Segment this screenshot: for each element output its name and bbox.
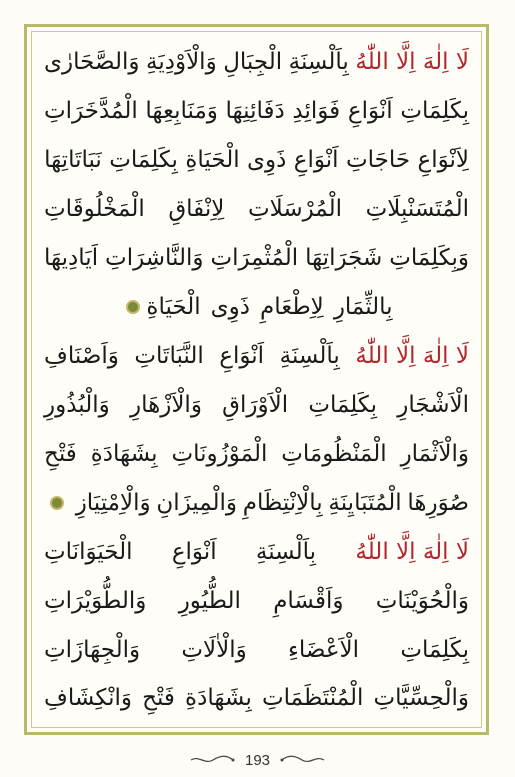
word: وَالْمِيزَانِ (156, 489, 238, 516)
text-line (44, 527, 469, 576)
word: ذَوِى (210, 294, 251, 321)
page-number: 193 (244, 751, 271, 769)
word: اَنْوَاعِ (219, 342, 265, 369)
text-block (31, 31, 482, 728)
tahlil-phrase: لَا اِلٰهَ اِلَّا اللّٰهُ (355, 342, 469, 369)
word: الْاَوْرَاقِ (222, 391, 289, 418)
text-line (44, 674, 469, 723)
word: صُوَرِهَا (407, 489, 469, 516)
word: الْحَيَاةِ (146, 294, 201, 321)
text-line (44, 625, 469, 674)
page-footer (0, 748, 515, 772)
word: الْمَوْزُونَاتِ (171, 440, 268, 467)
text-line (44, 380, 469, 429)
word: وَالطُّوَيْرَاتِ (44, 587, 147, 614)
word: بِاَلْسِنَةِ (255, 538, 317, 565)
word: فَتْحِ (44, 440, 77, 467)
word: بِشَهَادَةِ (90, 440, 158, 467)
word: الْمَنْظُومَاتِ (281, 440, 387, 467)
word: وَاَقْسَامِ (273, 587, 344, 614)
word: وَالْبُذُورِ (44, 391, 110, 418)
word: اَنْوَاعِ (293, 147, 339, 174)
word: دَفَائِنِهَا (225, 98, 285, 125)
text-line (44, 478, 469, 527)
text-line (44, 87, 469, 136)
word: الْمُرْسَلَاتِ (247, 196, 342, 223)
word: لِاِنْفَاقِ (168, 196, 225, 223)
word: وَالْاٰلَاتِ (181, 636, 247, 663)
word: وَالنَّاشِرَاتِ (105, 245, 204, 272)
word: ذَوِى (247, 147, 287, 174)
word: وَالْحِسِّيَّاتِ (373, 685, 469, 712)
word: الْمُتَبَايِنَةِ (328, 489, 402, 516)
page-frame (24, 24, 489, 735)
text-line (44, 576, 469, 625)
word: فَتْحِ (142, 685, 175, 712)
word: لِاَنْوَاعِ (417, 147, 469, 174)
right-ornament-icon (280, 755, 326, 765)
text-line (44, 429, 469, 478)
word: اَنْوَاعِ (171, 538, 217, 565)
word: وَانْكِشَافِ (44, 685, 132, 712)
text-line (44, 332, 469, 381)
word: الْحَيَوَانَاتِ (44, 538, 133, 565)
tahlil-phrase: لَا اِلٰهَ اِلَّا اللّٰهُ (355, 49, 469, 76)
word: حَاجَاتِ (345, 147, 411, 174)
verse-end-rosette-icon (126, 300, 140, 314)
word: وَالصَّحَارٰى (44, 49, 140, 76)
word: بِكَلِمَاتِ (109, 147, 178, 174)
word: وَمَنَابِعِهَا (145, 98, 218, 125)
word: بِاَلْسِنَةِ (288, 49, 349, 76)
word: وَالْاِمْتِيَازِ (75, 489, 151, 516)
word: وَالْاَوْدِيَةِ (145, 49, 217, 76)
word: بِكَلِمَاتِ (400, 98, 469, 125)
word: وَالْجِهَازَاتِ (44, 636, 141, 663)
text-line (44, 136, 469, 185)
word: وَالْاَزْهَارِ (129, 391, 202, 418)
word: الْاَشْجَارِ (397, 391, 469, 418)
word: الْمُثْمِرَاتِ (210, 245, 299, 272)
word: الْحَيَاةِ (185, 147, 240, 174)
word: الْمُتَسَنْبِلَاتِ (365, 196, 469, 223)
word: فَوَائِدِ (292, 98, 341, 125)
tahlil-phrase: لَا اِلٰهَ اِلَّا اللّٰهُ (355, 538, 469, 565)
word: بِكَلِمَاتِ (400, 636, 469, 663)
left-ornament-icon (189, 755, 235, 765)
word: نَبَاتَاتِهَا (44, 147, 102, 174)
word: النَّبَاتَاتِ (134, 342, 204, 369)
verse-end-rosette-icon (50, 496, 64, 510)
word: الْجِبَالِ (223, 49, 283, 76)
text-line (44, 185, 469, 234)
word: وَالْحُوَيْنَاتِ (375, 587, 469, 614)
word: وَاَصْنَافِ (44, 342, 119, 369)
word: شَجَرَاتِهَا (305, 245, 383, 272)
word: بِاَلْسِنَةِ (279, 342, 340, 369)
word: الْمُنْتَظَمَاتِ (261, 685, 364, 712)
word: الْمُدَّخَرَاتِ (44, 98, 138, 125)
text-line (44, 283, 469, 332)
word: الطُّيُورِ (178, 587, 241, 614)
word: الْمَخْلُوقَاتِ (44, 196, 145, 223)
word: بِالْاِنْتِظَامِ (242, 489, 323, 516)
word: لِاِطْعَامِ (260, 294, 324, 321)
word: بِشَهَادَةِ (185, 685, 252, 712)
word: وَالْاَثْمَارِ (400, 440, 469, 467)
text-line (44, 38, 469, 87)
word: وَبِكَلِمَاتِ (389, 245, 469, 272)
word: الْاَعْضَاءِ (288, 636, 360, 663)
word: اَنْوَاعِ (347, 98, 393, 125)
word: بِالثِّمَارِ (333, 294, 393, 321)
text-line (44, 234, 469, 283)
word: بِكَلِمَاتِ (308, 391, 378, 418)
word: اَيَادِيهَا (44, 245, 99, 272)
